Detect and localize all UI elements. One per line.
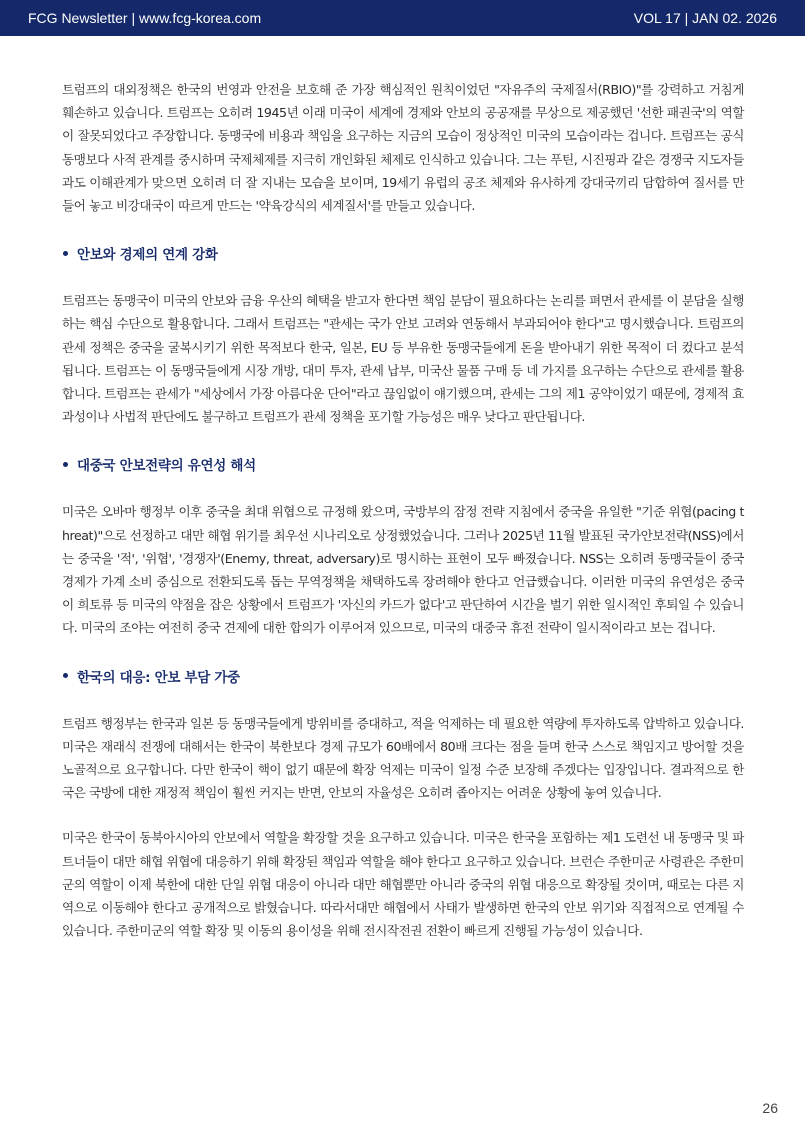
bullet-icon — [63, 673, 68, 678]
paragraph-intro: 트럼프의 대외정책은 한국의 번영과 안전을 보호해 준 가장 핵심적인 원칙이었던 "자유주의 국제질서(RBIO)"를 강력하고 거침게 훼손하고 있습니다. 트럼프는 오히려 1945년 이래 미국이 세계에 경제와 안보의 공공재를 무상으로 제공했던 '선한 패권국'의 역할이 잘못되었다고 주장합니다. 동맹국에 비용과 책임을 요구하는 지금의 모습이 정상적인 미국의 모습이라는 겁니다. 트럼프는 공식 동맹보다 사적 관계를 중시하며 국제체제를 지극히 개인화된 체제로 인식하고 있습니다. 그는 푸틴, 시진핑과 같은 경쟁국 지도자들과도 이해관계가 맞으면 오히려 더 잘 지내는 모습을 보이며, 19세기 유럽의 공조 체제와 유사하게 강대국끼리 담합하여 질서를 만들어 놓고 비강대국이 따르게 만드는 '약육강식의 세계질서'를 만들고 있습니다. — [62, 82, 744, 214]
bullet-icon — [63, 251, 68, 256]
paragraph-korea-role: 미국은 한국이 동북아시아의 안보에서 역할을 확장할 것을 요구하고 있습니다. 미국은 한국을 포함하는 제1 도련선 내 동맹국 및 파트너들이 대만 해협 위협에 대응하기 위해 확장된 책임과 역할을 해야 한다고 요구하고 있습니다. 브런슨 주한미군 사령관은 주한미군의 역할이 이제 북한에 대한 단일 위협 대응이 아니라 대만 해협뿐만 아니라 중국의 위협 대응으로 확장될 것이며, 때로는 다른 지역으로 이동해야 한다고 공개적으로 밝혔습니다. 따라서대만 해협에서 사태가 발생하면 한국의 안보 위기와 직접적으로 연계될 수 있습니다. 주한미군의 역할 확장 및 이동의 용이성을 위해 전시작전권 전환이 빠르게 진행될 가능성이 있습니다. — [62, 830, 744, 939]
paragraph-china: 미국은 오바마 행정부 이후 중국을 최대 위협으로 규정해 왔으며, 국방부의 잠정 전략 지침에서 중국을 유일한 "기준 위협(pacing threat)"으로 선정하고 대만 해협 위기를 최우선 시나리오로 상정했었습니다. 그러나 2025년 11월 발표된 국가안보전략(NSS)에서는 중국을 '적', '위협', '경쟁자'(Enemy, threat, adversary)로 명시하는 표현이 모두 빠졌습니다. NSS는 오히려 동맹국들이 중국 경제가 가계 소비 중심으로 전환되도록 돕는 무역정책을 채택하도록 장려해야 한다고 언급했습니다. 이러한 미국의 유연성은 중국이 희토류 등 미국의 약점을 잡은 상황에서 트럼프가 '자신의 카드가 없다'고 판단하여 시간을 벌기 위한 일시적인 후퇴일 수 있습니다. 미국의 조야는 여전히 중국 견제에 대한 합의가 이루어져 있으므로, 미국의 대중국 휴전 전략이 일시적이라고 보는 겁니다. — [62, 504, 744, 636]
bullet-icon — [63, 462, 68, 467]
section-heading-text: 대중국 안보전략의 유연성 해석 — [77, 458, 256, 475]
paragraph-korea-burden: 트럼프 행정부는 한국과 일본 등 동맹국들에게 방위비를 증대하고, 적을 억제하는 데 필요한 역량에 투자하도록 압박하고 있습니다. 미국은 재래식 전쟁에 대해서는 한국이 북한보다 경제 규모가 60배에서 80배 크다는 점을 들며 한국 스스로 책임지고 방어할 것을 노골적으로 요구합니다. 다만 한국이 핵이 없기 때문에 확장 억제는 미국이 일정 수준 보장해 주겠다는 입장입니다. 결과적으로 한국은 국방에 대한 재정적 책임이 훨씬 커지는 반면, 안보의 자율성은 오히려 좁아지는 어려운 상황에 놓여 있습니다. — [62, 715, 744, 801]
issue-date: VOL 17 | JAN 02. 2026 — [633, 10, 777, 26]
paragraph-tariffs: 트럼프는 동맹국이 미국의 안보와 금융 우산의 혜택을 받고자 한다면 책임 분담이 필요하다는 논리를 펴면서 관세를 이 분담을 실행하는 핵심 수단으로 활용합니다. 그래서 트럼프는 "관세는 국가 안보 고려와 연동해서 부과되어야 한다"고 명시했습니다. 트럼프의 관세 정책은 중국을 굴복시키기 위한 목적보다 한국, 일본, EU 등 부유한 동맹국들에게 돈을 받아내기 위한 목적이 더 컸다고 분석됩니다. 트럼프는 이 동맹국들에게 시장 개방, 대미 투자, 관세 납부, 미국산 물품 구매 등 네 가지를 요구하는 수단으로 관세를 활용합니다. 트럼프는 관세가 "세상에서 가장 아름다운 단어"라고 끊임없이 얘기했으며, 관세는 그의 제1 공약이었기 때문에, 경제적 효과성이나 사법적 판단에도 불구하고 트럼프가 관세 정책을 포기할 가능성은 매우 낮다고 판단됩니다. — [62, 293, 744, 425]
page-number: 26 — [762, 1100, 778, 1116]
section-heading-text: 안보와 경제의 연계 강화 — [77, 247, 218, 264]
article-body — [62, 78, 744, 942]
section-heading-china-strategy — [62, 454, 744, 474]
section-heading-security-economy — [62, 243, 744, 263]
newsletter-title: FCG Newsletter | www.fcg-korea.com — [28, 10, 262, 26]
newsletter-header-bar — [0, 0, 805, 36]
section-heading-korea-response — [62, 666, 744, 686]
section-heading-text: 한국의 대응: 안보 부담 가중 — [77, 669, 240, 686]
